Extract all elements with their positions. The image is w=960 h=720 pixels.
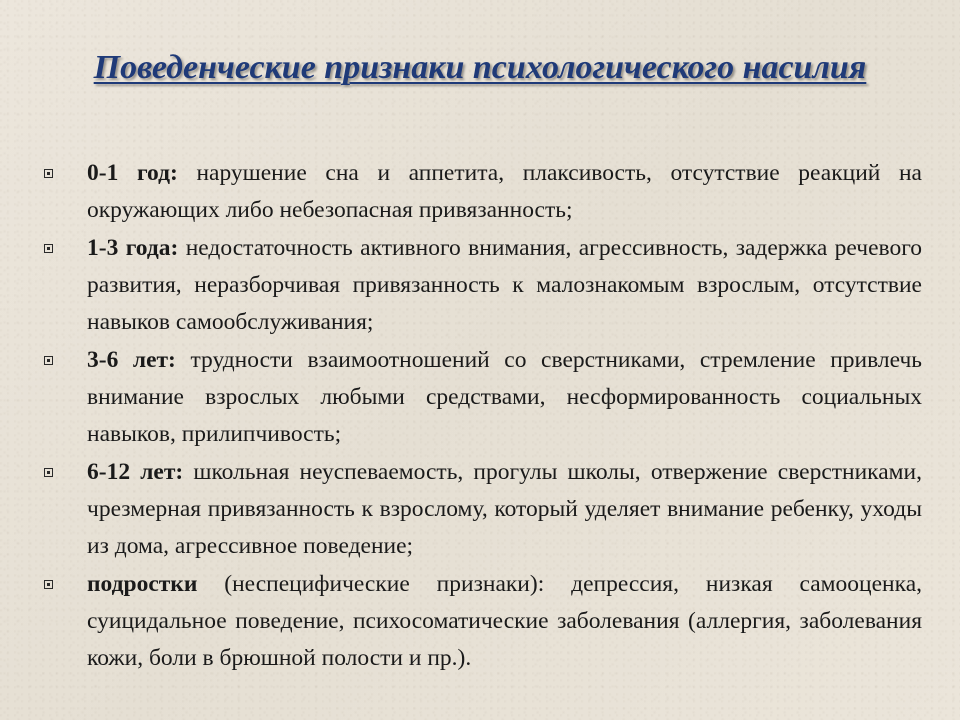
bullet-list <box>44 155 922 678</box>
square-bullet-icon <box>44 580 53 589</box>
square-bullet-icon <box>44 468 53 477</box>
item-text: трудности взаимоотношений со сверстниками, стремление привлечь внимание взрослых любыми средствами, несформированность социальных навыков, прилипчивость; <box>87 347 923 447</box>
square-bullet-icon <box>44 356 53 365</box>
slide-title: Поведенческие признаки психологического насилия <box>93 49 867 86</box>
age-group-label: 6-12 лет: <box>87 459 184 485</box>
list-item-teenagers <box>44 566 922 677</box>
square-bullet-icon <box>44 169 53 178</box>
item-text: (неспецифические признаки): депрессия, низкая самооценка, суицидальное поведение, психосоматические заболевания (аллергия, заболевания кожи, боли в брюшной полости и пр.). <box>87 571 922 671</box>
item-text: недостаточность активного внимания, агрессивность, задержка речевого развития, неразборчивая привязанность к малознакомым взрослым, отсутствие навыков самообслуживания; <box>87 235 922 335</box>
age-group-label: 1-3 года: <box>87 235 179 261</box>
item-text: нарушение сна и аппетита, плаксивость, отсутствие реакций на окружающих либо небезопасная привязанность; <box>87 160 922 223</box>
list-item-age-0-1 <box>44 155 922 229</box>
age-group-label: 3-6 лет: <box>87 347 176 373</box>
list-item-age-3-6 <box>44 342 922 453</box>
age-group-label: 0-1 год: <box>87 160 178 186</box>
square-bullet-icon <box>44 244 53 253</box>
age-group-label: подростки <box>87 571 198 597</box>
list-item-age-6-12 <box>44 454 922 565</box>
item-text: школьная неуспеваемость, прогулы школы, отвержение сверстниками, чрезмерная привязанность к взрослому, который уделяет внимание ребенку, уходы из дома, агрессивное поведение; <box>87 459 922 559</box>
list-item-age-1-3 <box>44 230 922 341</box>
